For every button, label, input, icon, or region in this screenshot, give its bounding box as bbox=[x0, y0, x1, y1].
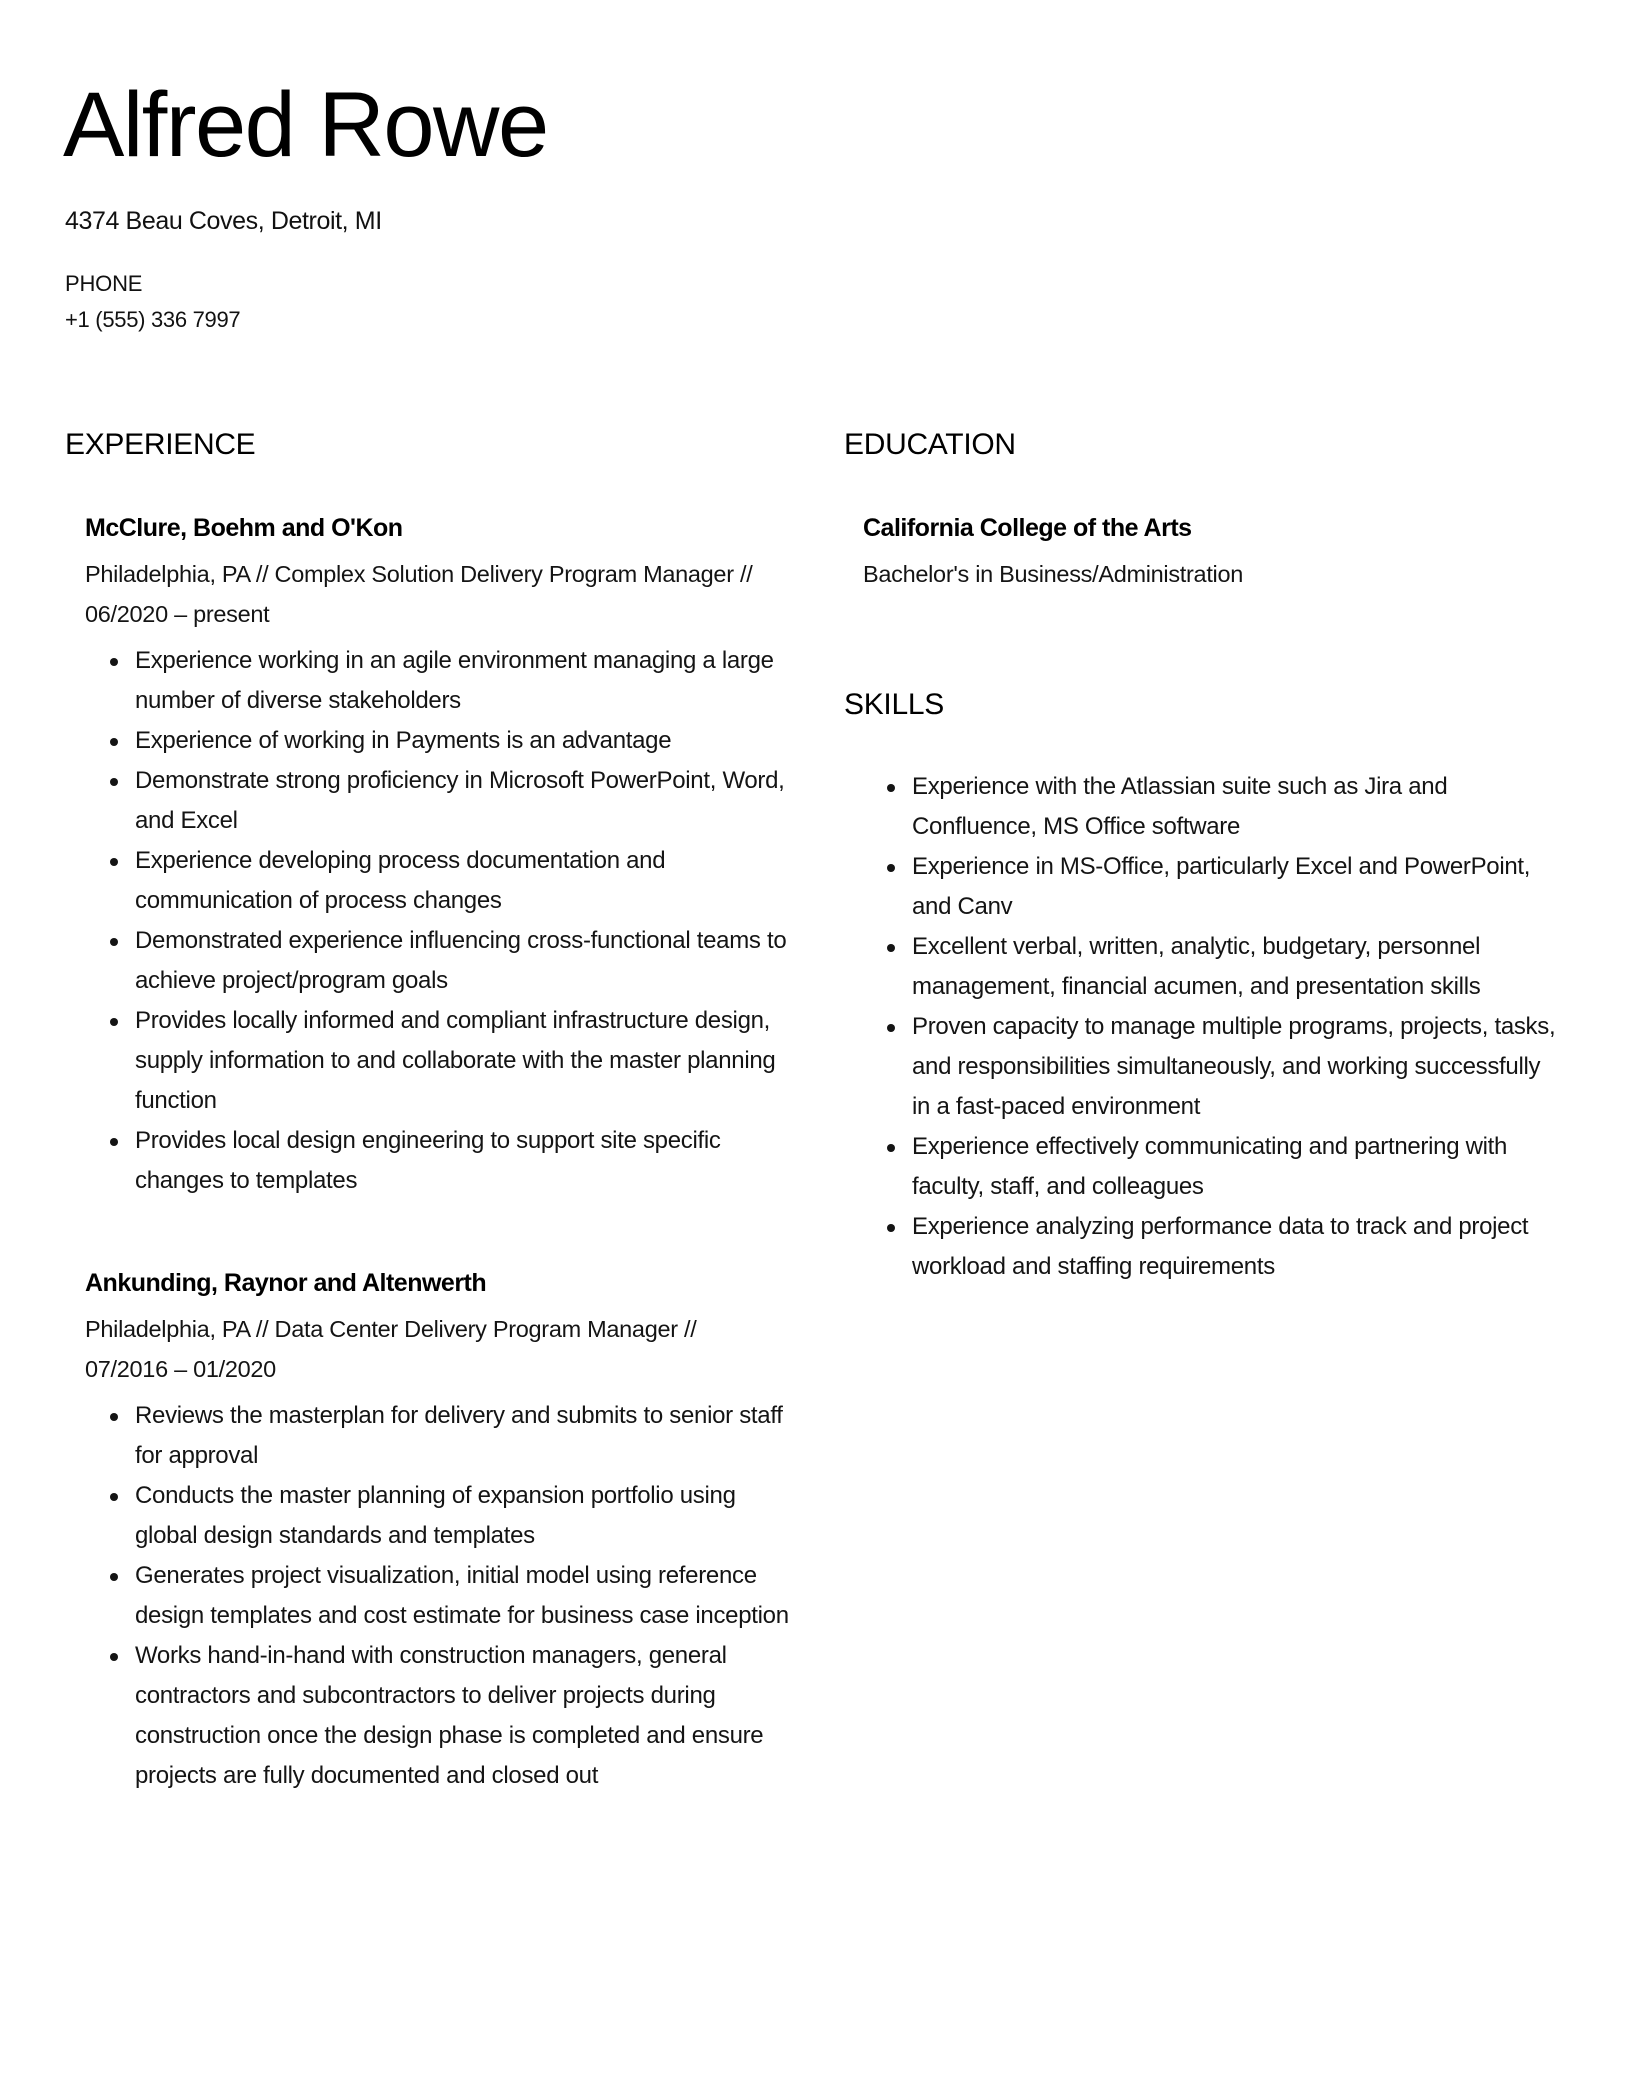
job-bullet-text: Demonstrate strong proficiency in Microsoft PowerPoint, Word, and Excel bbox=[135, 767, 785, 834]
skill-item bbox=[912, 927, 1562, 1007]
phone-number: +1 (555) 336 7997 bbox=[65, 307, 241, 332]
bullet-icon bbox=[110, 1493, 118, 1501]
job-bullet-list bbox=[85, 1396, 805, 1796]
job-company: McClure, Boehm and O'Kon bbox=[85, 514, 403, 542]
education-degree: Bachelor's in Business/Administration bbox=[863, 561, 1244, 587]
job-bullet-text: Generates project visualization, initial model using reference design templates and cost estimate for business case inception bbox=[135, 1562, 789, 1629]
job-bullet bbox=[135, 1121, 795, 1201]
bullet-icon bbox=[110, 1413, 118, 1421]
job-bullet-text: Experience developing process documentation and communication of process changes bbox=[135, 847, 666, 914]
job-bullet-text: Demonstrated experience influencing cross-functional teams to achieve project/program goals bbox=[135, 927, 787, 994]
job-bullet bbox=[135, 1396, 795, 1476]
bullet-icon bbox=[887, 784, 895, 792]
job-bullet bbox=[135, 1556, 795, 1636]
skill-item bbox=[912, 1127, 1562, 1207]
skill-text: Proven capacity to manage multiple programs, projects, tasks, and responsibilities simultaneously, and working successfully in a fast-paced environment bbox=[912, 1013, 1556, 1120]
job-bullet-text: Experience of working in Payments is an advantage bbox=[135, 727, 672, 754]
bullet-icon bbox=[887, 944, 895, 952]
job-entry bbox=[85, 508, 805, 1201]
education-school: California College of the Arts bbox=[863, 514, 1192, 542]
skill-item bbox=[912, 847, 1562, 927]
job-company: Ankunding, Raynor and Altenwerth bbox=[85, 1269, 487, 1297]
skill-text: Excellent verbal, written, analytic, budgetary, personnel management, financial acumen, and presentation skills bbox=[912, 933, 1481, 1000]
skill-text: Experience with the Atlassian suite such as Jira and Confluence, MS Office software bbox=[912, 773, 1448, 840]
bullet-icon bbox=[887, 1144, 895, 1152]
job-bullet-list bbox=[85, 641, 805, 1201]
skills-section bbox=[862, 767, 1602, 1287]
experience-heading: EXPERIENCE bbox=[65, 428, 256, 461]
bullet-icon bbox=[110, 738, 118, 746]
bullet-icon bbox=[110, 938, 118, 946]
bullet-icon bbox=[110, 1573, 118, 1581]
job-meta: Philadelphia, PA // Complex Solution Delivery Program Manager // 06/2020 – present bbox=[85, 561, 753, 627]
skill-text: Experience effectively communicating and partnering with faculty, staff, and colleagues bbox=[912, 1133, 1508, 1200]
phone-label: PHONE bbox=[65, 271, 143, 296]
job-bullet bbox=[135, 1476, 795, 1556]
skill-item bbox=[912, 1207, 1562, 1287]
job-bullet bbox=[135, 841, 795, 921]
bullet-icon bbox=[110, 1138, 118, 1146]
skill-item bbox=[912, 767, 1562, 847]
bullet-icon bbox=[110, 1018, 118, 1026]
skills-list bbox=[862, 767, 1602, 1287]
job-bullet-text: Reviews the masterplan for delivery and submits to senior staff for approval bbox=[135, 1402, 783, 1469]
experience-section bbox=[85, 508, 805, 1796]
skill-text: Experience in MS-Office, particularly Excel and PowerPoint, and Canv bbox=[912, 853, 1531, 920]
candidate-name: Alfred Rowe bbox=[63, 74, 548, 176]
bullet-icon bbox=[887, 864, 895, 872]
job-bullet-text: Works hand-in-hand with construction managers, general contractors and subcontractors to deliver projects during construction once the design phase is completed and ensure projects are fully documented and closed out bbox=[135, 1642, 764, 1789]
job-bullet bbox=[135, 641, 795, 721]
bullet-icon bbox=[887, 1024, 895, 1032]
skill-item bbox=[912, 1007, 1562, 1127]
job-entry bbox=[85, 1263, 805, 1796]
job-bullet bbox=[135, 921, 795, 1001]
bullet-icon bbox=[110, 1653, 118, 1661]
job-bullet bbox=[135, 1636, 795, 1796]
job-bullet bbox=[135, 761, 795, 841]
bullet-icon bbox=[110, 858, 118, 866]
bullet-icon bbox=[887, 1224, 895, 1232]
bullet-icon bbox=[110, 658, 118, 666]
address: 4374 Beau Coves, Detroit, MI bbox=[65, 207, 382, 235]
job-bullet bbox=[135, 721, 795, 761]
bullet-icon bbox=[110, 778, 118, 786]
job-bullet-text: Experience working in an agile environment managing a large number of diverse stakeholders bbox=[135, 647, 774, 714]
education-section bbox=[863, 508, 1583, 594]
job-bullet-text: Provides locally informed and compliant infrastructure design, supply information to and collaborate with the master planning function bbox=[135, 1007, 776, 1114]
job-bullet bbox=[135, 1001, 795, 1121]
education-heading: EDUCATION bbox=[844, 428, 1016, 461]
skill-text: Experience analyzing performance data to track and project workload and staffing requirements bbox=[912, 1213, 1529, 1280]
job-bullet-text: Provides local design engineering to support site specific changes to templates bbox=[135, 1127, 721, 1194]
skills-heading: SKILLS bbox=[844, 688, 944, 721]
job-bullet-text: Conducts the master planning of expansion portfolio using global design standards and templates bbox=[135, 1482, 736, 1549]
job-meta: Philadelphia, PA // Data Center Delivery Program Manager // 07/2016 – 01/2020 bbox=[85, 1316, 697, 1382]
